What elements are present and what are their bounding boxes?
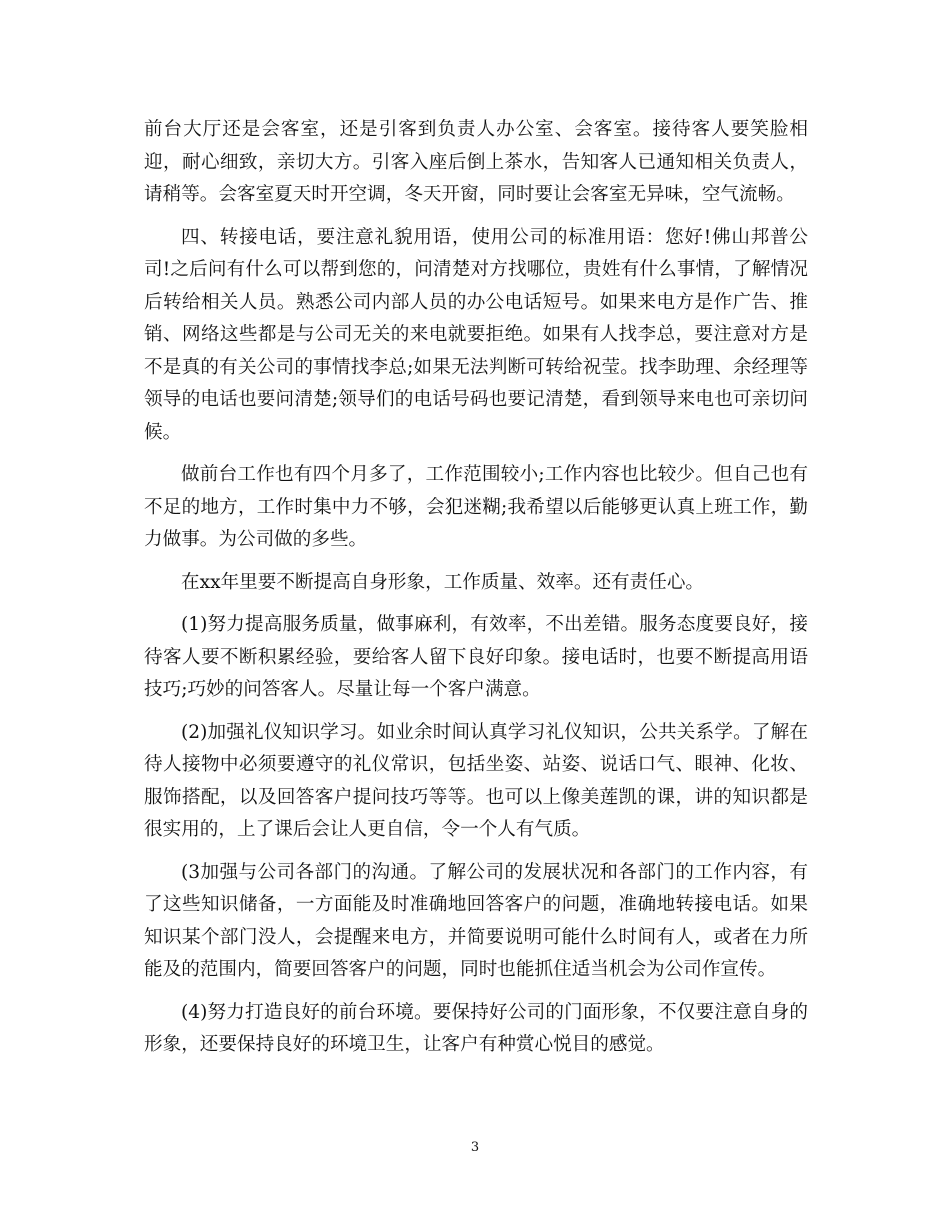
- paragraph-goal-4: (4)努力打造良好的前台环境。要保持好公司的门面形象，不仅要注意自身的形象，还要保持良好的环境卫生，让客户有种赏心悦目的感觉。: [144, 1001, 808, 1055]
- paragraph-phone-transfer: 四、转接电话，要注意礼貌用语，使用公司的标准用语：您好!佛山邦普公司!之后问有什么可以帮到您的，问清楚对方找哪位，贵姓有什么事情，了解情况后转给相关人员。熟悉公司内部人员的办公电话短号。如果来电方是作广告、推销、网络这些都是与公司无关的来电就要拒绝。如果有人找李总，要注意对方是不是真的有关公司的事情找李总;如果无法判断可转给祝莹。找李助理、余经理等领导的电话也要问清楚;领导们的电话号码也要记清楚，看到领导来电也可亲切问候。: [144, 226, 808, 443]
- paragraph-goal-2: (2)加强礼仪知识学习。如业余时间认真学习礼仪知识，公共关系学。了解在待人接物中必须要遵守的礼仪常识，包括坐姿、站姿、说话口气、眼神、化妆、服饰搭配，以及回答客户提问技巧等等。也可以上像美莲凯的课，讲的知识都是很实用的，上了课后会让人更自信，令一个人有气质。: [144, 721, 808, 840]
- paragraph-self-review: 做前台工作也有四个月多了，工作范围较小;工作内容也比较少。但自己也有不足的地方，工作时集中力不够，会犯迷糊;我希望以后能够更认真上班工作，勤力做事。为公司做的多些。: [144, 464, 808, 550]
- paragraph-goal-1: (1)努力提高服务质量，做事麻利，有效率，不出差错。服务态度要良好，接待客人要不断积累经验，要给客人留下良好印象。接电话时，也要不断提高用语技巧;巧妙的问答客人。尽量让每一个客户满意。: [144, 614, 808, 700]
- document-body: [144, 114, 808, 1072]
- paragraph-continued: 前台大厅还是会客室，还是引客到负责人办公室、会客室。接待客人要笑脸相迎，耐心细致，亲切大方。引客入座后倒上茶水，告知客人已通知相关负责人，请稍等。会客室夏天时开空调，冬天开窗，同时要让会客室无异味，空气流畅。: [144, 119, 808, 205]
- paragraph-goals-intro: 在xx年里要不断提高自身形象，工作质量、效率。还有责任心。: [181, 571, 705, 593]
- paragraph-goal-3: (3加强与公司各部门的沟通。了解公司的发展状况和各部门的工作内容，有了这些知识储备，一方面能及时准确地回答客户的问题，准确地转接电话。如果知识某个部门没人，会提醒来电方，并简要说明可能什么时间有人，或者在力所能及的范围内，简要回答客户的问题，同时也能抓住适当机会为公司作宣传。: [144, 861, 808, 980]
- page-number: 3: [470, 1140, 480, 1155]
